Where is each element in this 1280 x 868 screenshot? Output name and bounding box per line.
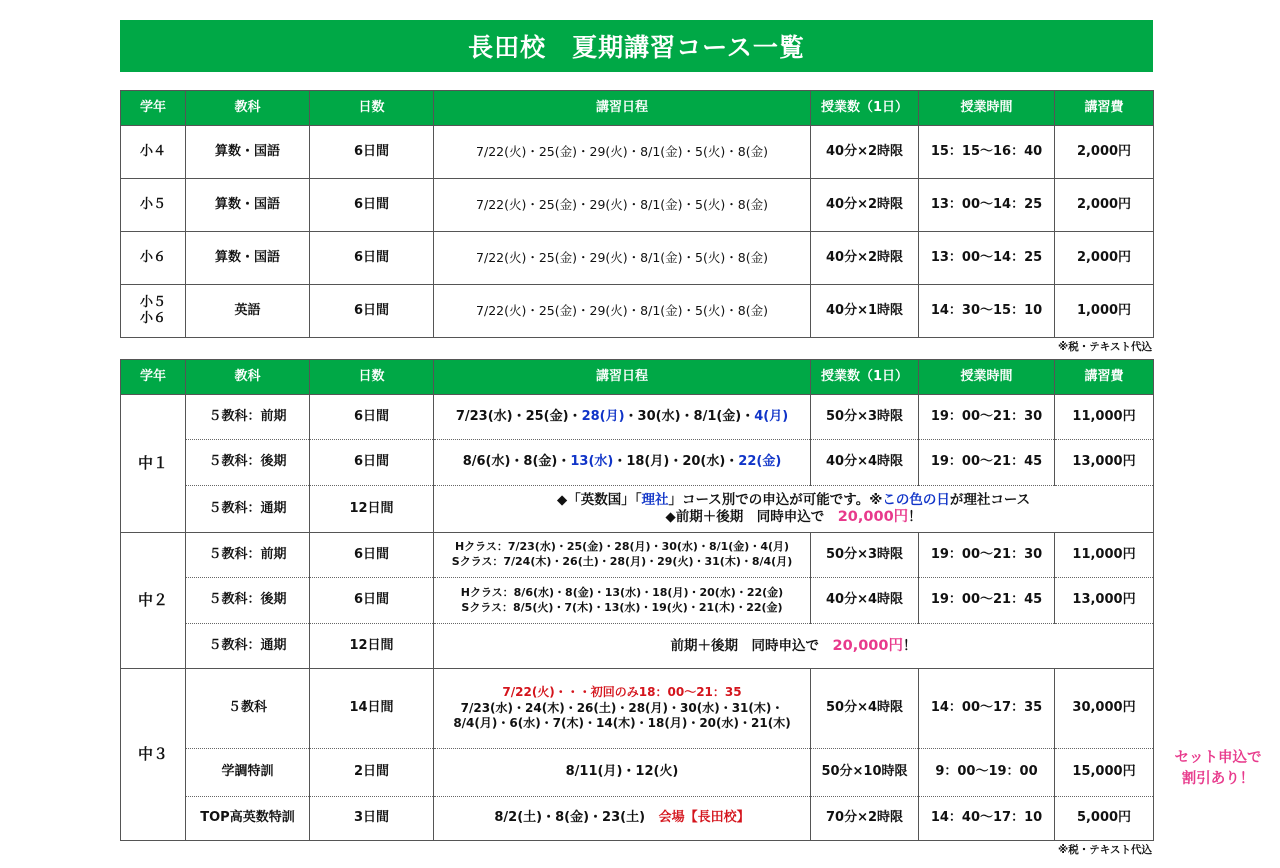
discount-notice: ◆前期＋後期 同時申込で 20,000円！ xyxy=(665,509,922,526)
subject-cell: ５教科：後期 xyxy=(186,578,310,624)
table-row xyxy=(121,533,1154,578)
science-social-day: 4(月) xyxy=(754,408,789,424)
classes-cell: 50分×3時限 xyxy=(811,533,919,578)
header-subject: 教科 xyxy=(186,91,310,126)
table-row xyxy=(121,440,1154,486)
grade-cell: 小５ 小６ xyxy=(121,285,186,338)
venue-text: 会場【長田校】 xyxy=(658,810,750,826)
table-header xyxy=(121,91,1154,126)
table-row xyxy=(121,578,1154,624)
days-cell: 12日間 xyxy=(310,624,434,669)
fee-cell: 13,000円 xyxy=(1055,440,1154,486)
table-row xyxy=(121,126,1154,179)
schedule-text: ・30(水)・8/1(金)・ xyxy=(624,408,755,424)
classes-cell: 40分×2時限 xyxy=(811,232,919,285)
subject-cell: ５教科：後期 xyxy=(186,440,310,486)
classes-cell: 40分×1時限 xyxy=(811,285,919,338)
schedule-cell: 7/22(火)・25(金)・29(火)・8/1(金)・5(火)・8(金) xyxy=(434,285,811,338)
fee-cell: 5,000円 xyxy=(1055,797,1154,841)
header-schedule: 講習日程 xyxy=(434,360,811,395)
subject-cell: 算数・国語 xyxy=(186,232,310,285)
classes-cell: 50分×3時限 xyxy=(811,395,919,440)
fee-cell: 30,000円 xyxy=(1055,669,1154,749)
grade-cell: 中２ xyxy=(121,533,186,669)
h-class-schedule: Hクラス：7/23(水)・25(金)・28(月)・30(水)・8/1(金)・4(月) xyxy=(454,540,790,554)
grade-cell: 小４ xyxy=(121,126,186,179)
time-cell: 14：00～17：35 xyxy=(919,669,1055,749)
subject-cell: ５教科：通期 xyxy=(186,624,310,669)
schedule-cell xyxy=(434,533,811,578)
time-cell: 19：00～21：30 xyxy=(919,533,1055,578)
fee-cell: 13,000円 xyxy=(1055,578,1154,624)
schedule-cell xyxy=(434,395,811,440)
table-row xyxy=(121,285,1154,338)
subject-cell: TOP高英数特訓 xyxy=(186,797,310,841)
days-cell: 14日間 xyxy=(310,669,434,749)
header-fee: 講習費 xyxy=(1055,91,1154,126)
first-session-note: 7/22(火)・・・初回のみ18：00～21：35 xyxy=(502,685,742,700)
header-time: 授業時間 xyxy=(919,360,1055,395)
days-cell: 6日間 xyxy=(310,232,434,285)
time-cell: 19：00～21：45 xyxy=(919,440,1055,486)
fee-cell: 2,000円 xyxy=(1055,179,1154,232)
days-cell: 6日間 xyxy=(310,285,434,338)
table-row xyxy=(121,486,1154,533)
header-grade: 学年 xyxy=(121,360,186,395)
header-days: 日数 xyxy=(310,360,434,395)
s-class-schedule: Sクラス：7/24(木)・26(土)・28(月)・29(火)・31(木)・8/4(月) xyxy=(451,555,793,568)
course-notice: ◆「英数国」「理社」コース別での申込が可能です。※この色の日が理社コース xyxy=(556,491,1031,508)
grade-cell: 小５ xyxy=(121,179,186,232)
days-cell: 12日間 xyxy=(310,486,434,533)
subject-cell: ５教科：前期 xyxy=(186,533,310,578)
fee-cell: 15,000円 xyxy=(1055,749,1154,797)
time-cell: 19：00～21：30 xyxy=(919,395,1055,440)
grade-cell: 中１ xyxy=(121,395,186,533)
schedule-cell xyxy=(434,797,811,841)
time-cell: 14：30～15：10 xyxy=(919,285,1055,338)
header-fee: 講習費 xyxy=(1055,360,1154,395)
time-cell: 9：00～19：00 xyxy=(919,749,1055,797)
notice-cell xyxy=(434,486,1154,533)
time-cell: 19：00～21：45 xyxy=(919,578,1055,624)
grade-cell: 小６ xyxy=(121,232,186,285)
fee-cell: 11,000円 xyxy=(1055,533,1154,578)
schedule-line: 8/4(月)・6(水)・7(木)・14(木)・18(月)・20(水)・21(木) xyxy=(453,716,791,731)
s-class-schedule: Sクラス：8/5(火)・7(木)・13(水)・19(火)・21(木)・22(金) xyxy=(461,600,783,614)
days-cell: 6日間 xyxy=(310,533,434,578)
classes-cell: 40分×4時限 xyxy=(811,440,919,486)
subject-cell: 英語 xyxy=(186,285,310,338)
table-row xyxy=(121,624,1154,669)
days-cell: 6日間 xyxy=(310,395,434,440)
classes-cell: 40分×4時限 xyxy=(811,578,919,624)
set-discount-note: セット申込で 割引あり！ xyxy=(1174,750,1262,788)
fee-cell: 11,000円 xyxy=(1055,395,1154,440)
science-social-day: 22(金) xyxy=(738,454,782,470)
table-header xyxy=(121,360,1154,395)
grade-cell: 中３ xyxy=(121,669,186,841)
table-row xyxy=(121,669,1154,749)
subject-cell: 算数・国語 xyxy=(186,179,310,232)
days-cell: 3日間 xyxy=(310,797,434,841)
time-cell: 13：00～14：25 xyxy=(919,232,1055,285)
h-class-schedule: Hクラス：8/6(水)・8(金)・13(水)・18(月)・20(水)・22(金) xyxy=(460,585,784,599)
subject-cell: 学調特訓 xyxy=(186,749,310,797)
schedule-cell xyxy=(434,578,811,624)
classes-cell: 70分×2時限 xyxy=(811,797,919,841)
schedule-text: 8/2(土)・8(金)・23(土) xyxy=(494,810,646,826)
subject-cell: ５教科：前期 xyxy=(186,395,310,440)
science-social-day: 28(月) xyxy=(581,408,625,424)
notice-cell: 前期＋後期 同時申込で 20,000円！ xyxy=(434,624,1154,669)
days-cell: 6日間 xyxy=(310,440,434,486)
table-row xyxy=(121,395,1154,440)
table-row xyxy=(121,179,1154,232)
header-days: 日数 xyxy=(310,91,434,126)
schedule-text: 7/23(水)・25(金)・ xyxy=(455,408,582,424)
junior-high-course-table xyxy=(120,359,1154,841)
header-grade: 学年 xyxy=(121,91,186,126)
classes-cell: 50分×10時限 xyxy=(811,749,919,797)
days-cell: 6日間 xyxy=(310,126,434,179)
time-cell: 14：40～17：10 xyxy=(919,797,1055,841)
classes-cell: 40分×2時限 xyxy=(811,179,919,232)
schedule-cell: 7/22(火)・25(金)・29(火)・8/1(金)・5(火)・8(金) xyxy=(434,126,811,179)
schedule-text: ・18(月)・20(水)・ xyxy=(613,454,739,470)
schedule-line: 7/23(水)・24(木)・26(土)・28(月)・30(水)・31(木)・ xyxy=(460,700,784,715)
time-cell: 13：00～14：25 xyxy=(919,179,1055,232)
schedule-text: 8/6(水)・8(金)・ xyxy=(462,454,571,470)
header-classes: 授業数（1日） xyxy=(811,91,919,126)
days-cell: 6日間 xyxy=(310,179,434,232)
fee-cell: 2,000円 xyxy=(1055,232,1154,285)
tax-note: ※税・テキスト代込 xyxy=(1058,844,1152,856)
header-classes: 授業数（1日） xyxy=(811,360,919,395)
subject-cell: ５教科 xyxy=(186,669,310,749)
classes-cell: 50分×4時限 xyxy=(811,669,919,749)
time-cell: 15：15～16：40 xyxy=(919,126,1055,179)
schedule-cell: 8/11(月)・12(火) xyxy=(434,749,811,797)
science-social-day: 13(水) xyxy=(570,454,614,470)
fee-cell: 1,000円 xyxy=(1055,285,1154,338)
header-time: 授業時間 xyxy=(919,91,1055,126)
schedule-cell xyxy=(434,669,811,749)
schedule-cell: 7/22(火)・25(金)・29(火)・8/1(金)・5(火)・8(金) xyxy=(434,179,811,232)
elementary-course-table xyxy=(120,90,1154,338)
classes-cell: 40分×2時限 xyxy=(811,126,919,179)
schedule-cell: 7/22(火)・25(金)・29(火)・8/1(金)・5(火)・8(金) xyxy=(434,232,811,285)
header-schedule: 講習日程 xyxy=(434,91,811,126)
table-row xyxy=(121,232,1154,285)
days-cell: 6日間 xyxy=(310,578,434,624)
page-title: 長田校 夏期講習コース一覧 xyxy=(120,20,1153,72)
tax-note: ※税・テキスト代込 xyxy=(1058,341,1152,353)
subject-cell: ５教科：通期 xyxy=(186,486,310,533)
table-row xyxy=(121,797,1154,841)
schedule-cell xyxy=(434,440,811,486)
table-row xyxy=(121,749,1154,797)
days-cell: 2日間 xyxy=(310,749,434,797)
fee-cell: 2,000円 xyxy=(1055,126,1154,179)
header-subject: 教科 xyxy=(186,360,310,395)
subject-cell: 算数・国語 xyxy=(186,126,310,179)
